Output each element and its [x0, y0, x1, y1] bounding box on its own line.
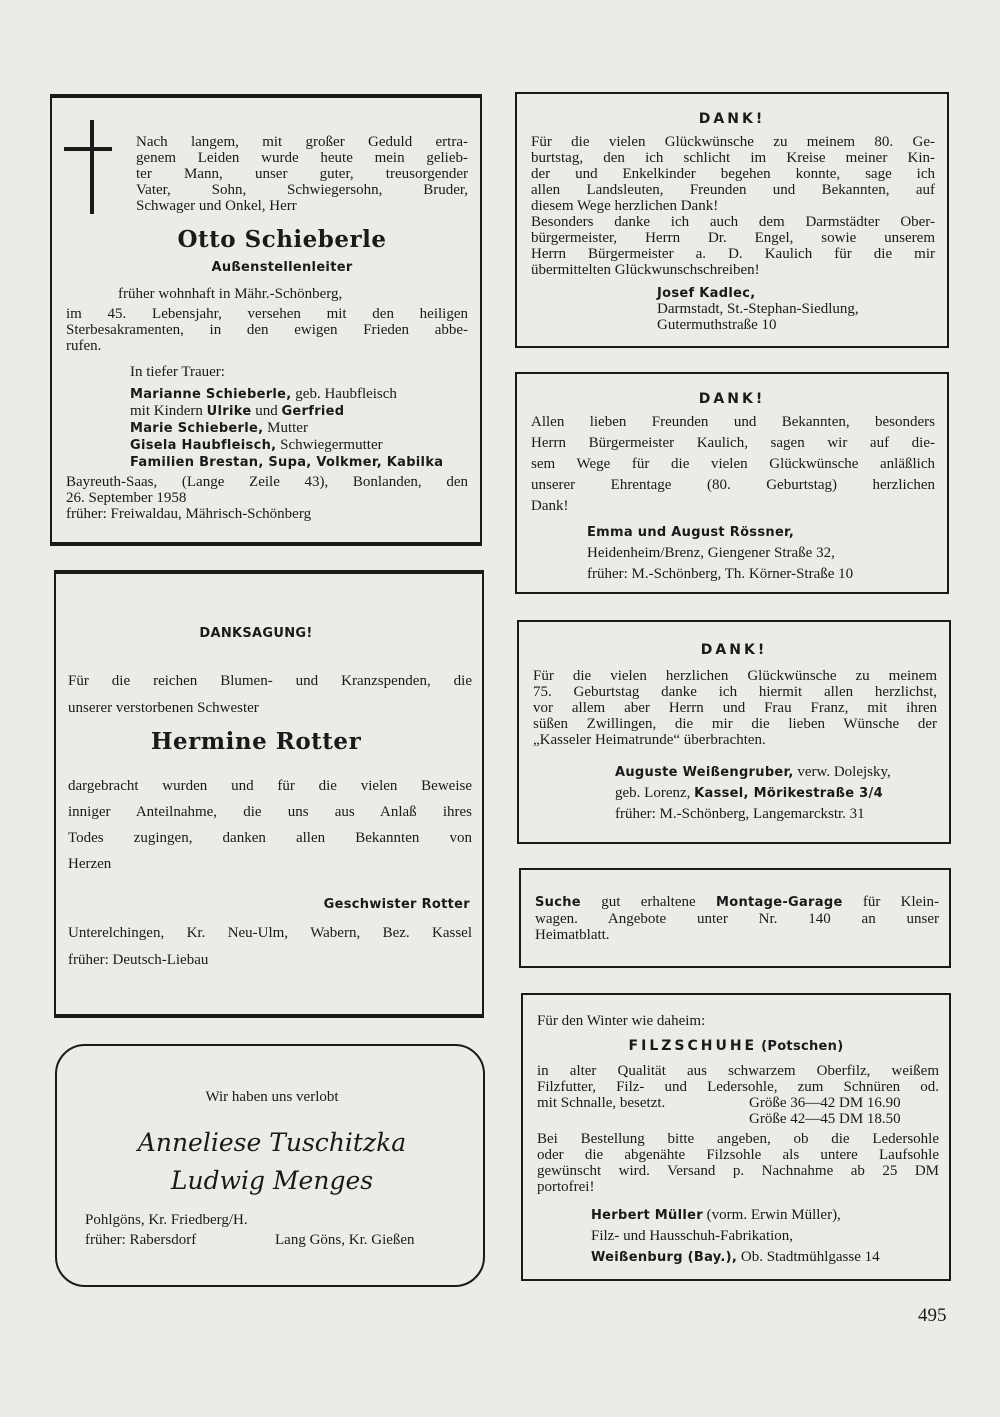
deceased-title: Außenstellenleiter	[211, 260, 353, 275]
dank-heading: DANK!	[698, 111, 766, 127]
page-number: 495	[918, 1305, 947, 1326]
dank-notice-2: DANK! Allen lieben Freunden und Bekannten, besonders Herrn Bürgermeister Kaulich, sagen wir auf die- sem Wege für die vielen Glückwünsche anläßlich unserer Ehrentage (80. Geburtstag) herzlichen Dank! Emma und August Rössner, Heidenheim/Brenz, Giengener Straße 32, früher: M.-Schönberg, Th. Körner-Straße 10	[515, 372, 949, 594]
groom-name: Ludwig Menges	[170, 1166, 374, 1195]
signature: Auguste Weißengruber,	[615, 765, 794, 780]
engagement-former: früher: Rabersdorf	[85, 1232, 197, 1248]
danksagung-heading: DANKSAGUNG!	[199, 626, 313, 641]
deceased-name: Otto Schieberle	[177, 226, 387, 253]
deceased-name: Hermine Rotter	[150, 728, 362, 755]
dank-notice-3: DANK! Für die vielen herzlichen Glückwünsche zu meinem 75. Geburtstag danke ich hiermit allen herzlichst, vor allem aber Herrn und Frau Franz, mit ihren süßen Zwillingen, die mir die lieben Wünsche der „Kasseler Heimatrunde“ überbrachten. Auguste Weißengruber, verw. Dolejsky, geb. Lorenz, Kassel, Mörikestraße 3/4 früher: M.-Schönberg, Langemarckstr. 31	[517, 620, 951, 844]
engagement-place-2: Lang Göns, Kr. Gießen	[275, 1232, 415, 1248]
price-size-1: Größe 36—42 DM 16.90	[749, 1095, 901, 1111]
danksagung-notice: DANKSAGUNG! Für die reichen Blumen- und Kranzspenden, die unserer verstorbenen Schwester Hermine Rotter dargebracht wurden und für die vielen Beweise inniger Anteilnahme, die uns aus Anlaß ihres Todes zugingen, danken allen Bekannten von Herzen Geschwister Rotter Unterelchingen, Kr. Neu-Ulm, Wabern, Bez. Kassel früher: Deutsch-Liebau	[54, 570, 484, 1018]
wanted-ad: Suche gut erhaltene Montage-Garage für Klein- wagen. Angebote unter Nr. 140 an unser Heimatblatt.	[519, 868, 951, 968]
price-size-2: Größe 42—45 DM 18.50	[749, 1111, 901, 1127]
place-date: Bayreuth-Saas, (Lange Zeile 43), Bonlanden, den	[66, 474, 468, 490]
company-name: Herbert Müller	[591, 1208, 703, 1223]
dank-heading: DANK!	[698, 391, 766, 407]
filzschuhe-ad: Für den Winter wie daheim: FILZSCHUHE (Potschen) in alter Qualität aus schwarzem Oberfilz, weißem Filzfutter, Filz- und Ledersohle, zum Schnüren od. mit Schnalle, besetzt. Größe 36—42 DM 16.90 Größe 42—45 DM 18.50 Bei Bestellung bitte angeben, ob die Ledersohle oder die abgenähte Filzsohle als untere Laufsohle gewünscht wird. Versand p. Nachnahme ab 25 DM portofrei! Herbert Müller (vorm. Erwin Müller), Filz- und Hausschuh-Fabrikation, Weißenburg (Bay.), Ob. Stadtmühlgasse 14	[521, 993, 951, 1281]
mourners-list: Marianne Schieberle, geb. Haubfleisch mit Kindern Ulrike und Gerfried Marie Schieberle, Mutter Gisela Haubfleisch, Schwiegermutter Familien Brestan, Supa, Volkmer, Kabilka	[130, 386, 444, 470]
engagement-text: Wir haben uns verlobt	[205, 1089, 339, 1105]
cross-icon-bar	[64, 147, 112, 151]
ad-intro: Für den Winter wie daheim:	[537, 1013, 706, 1029]
signature: Emma und August Rössner,	[587, 525, 795, 540]
obituary-notice: Nach langem, mit großer Geduld ertra- genem Leiden wurde heute mein gelieb- ter Mann, unser guter, treusorgender Vater, Sohn, Schwiegersohn, Bruder, Schwager und Onkel, Herr Otto Schieberle Außenstellenleiter früher wohnhaft in Mähr.-Schönberg, im 45. Lebensjahr, versehen mit den heiligen Sterbesakramenten, in den ewigen Frieden abbe- rufen. In tiefer Trauer: Marianne Schieberle, geb. Haubfleisch mit Kindern Ulrike und Gerfried Marie Schieberle, Mutter Gisela Haubfleisch, Schwiegermutter Familien Brestan, Supa, Volkmer, Kabilka Bayreuth-Saas, (Lange Zeile 43), Bonlanden, den 26. September 1958 früher: Freiwaldau, Mährisch-Schönberg	[50, 94, 482, 546]
obituary-intro: Nach langem, mit großer Geduld ertra-	[136, 134, 468, 150]
engagement-notice	[55, 1044, 485, 1287]
deceased-residence: früher wohnhaft in Mähr.-Schönberg,	[118, 286, 343, 302]
signature: Geschwister Rotter	[323, 897, 470, 912]
former-residence: früher: Freiwaldau, Mährisch-Schönberg	[66, 506, 312, 522]
dank-heading: DANK!	[700, 642, 768, 658]
ad-heading: FILZSCHUHE	[628, 1038, 758, 1054]
bride-name: Anneliese Tuschitzka	[137, 1128, 407, 1157]
mourning-label: In tiefer Trauer:	[130, 364, 225, 380]
engagement-place: Pohlgöns, Kr. Friedberg/H.	[85, 1212, 248, 1228]
signature: Josef Kadlec,	[657, 286, 756, 301]
cross-icon	[90, 120, 94, 214]
dank-notice-1: DANK! Für die vielen Glückwünsche zu meinem 80. Ge- burtstag, den ich schlicht im Kreise meiner Kin- der und Enkelkinder begehen konnte, sage ich allen Landsleuten, Freunden und Bekannten, auf diesem Wege herzlichen Dank! Besonders danke ich auch dem Darmstädter Ober- bürgermeister, Herrn Dr. Engel, sowie unserem Herrn Bürgermeister a. D. Kaulich für die mir übermittelten Glückwunschschreiben! Josef Kadlec, Darmstadt, St.-Stephan-Siedlung, Gutermuthstraße 10	[515, 92, 949, 348]
